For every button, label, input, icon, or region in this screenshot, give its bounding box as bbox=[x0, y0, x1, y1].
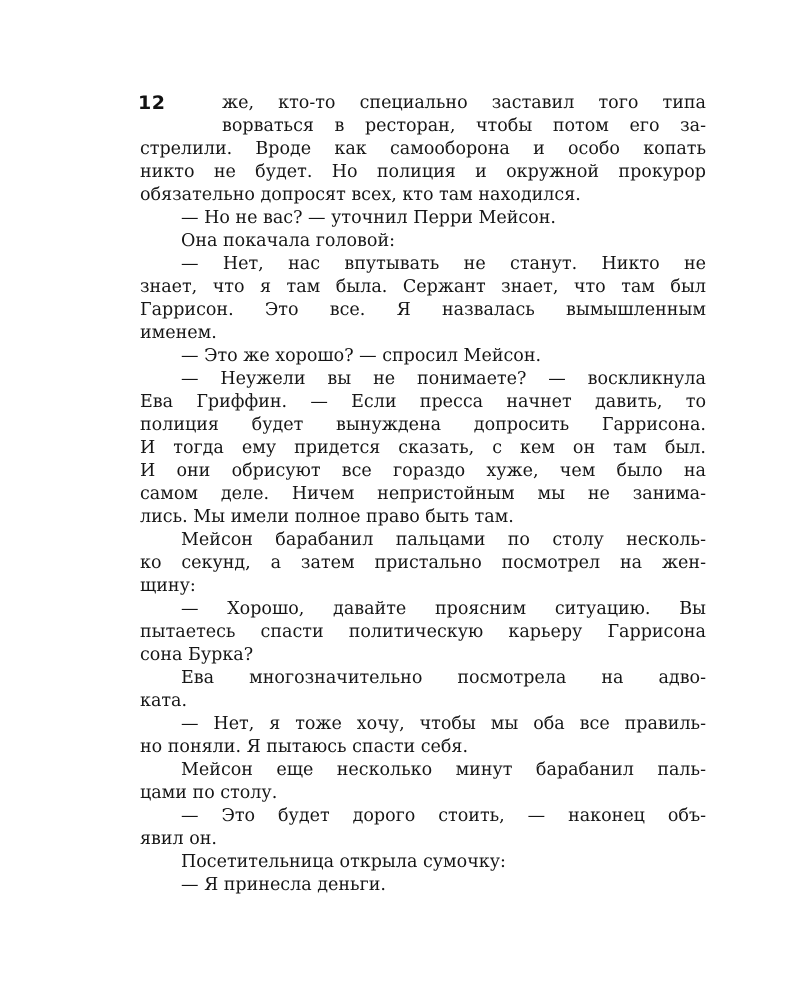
text-line: именем. bbox=[140, 323, 217, 343]
text-line: полиция будет вынуждена допросить Гаррисона. bbox=[140, 415, 706, 435]
text-line: ворваться в ресторан, чтобы потом его за- bbox=[222, 116, 706, 136]
text-line: же, кто-то специально заставил того типа bbox=[222, 93, 706, 113]
text-line: — Это же хорошо? — спросил Мейсон. bbox=[181, 346, 542, 366]
text-line: но поняли. Я пытаюсь спасти себя. bbox=[140, 737, 469, 757]
text-line: Гаррисон. Это все. Я назвалась вымышленным bbox=[140, 300, 706, 320]
text-line: Посетительница открыла сумочку: bbox=[181, 852, 506, 872]
text-line: Ева Гриффин. — Если пресса начнет давить, то bbox=[140, 392, 706, 412]
text-line: — Я принесла деньги. bbox=[181, 875, 386, 895]
text-line: пытаетесь спасти политическую карьеру Гаррисона bbox=[140, 622, 706, 642]
page-number: 12 bbox=[138, 92, 166, 114]
text-line: ко секунд, а затем пристально посмотрел на жен- bbox=[140, 553, 706, 573]
text-line: знает, что я там была. Сержант знает, что там был bbox=[140, 277, 706, 297]
text-line: И они обрисуют все гораздо хуже, чем было на bbox=[140, 461, 706, 481]
text-line: щину: bbox=[140, 576, 196, 596]
text-line: Ева многозначительно посмотрела на адво- bbox=[181, 668, 706, 688]
text-line: никто не будет. Но полиция и окружной прокурор bbox=[140, 162, 706, 182]
text-line: — Но не вас? — уточнил Перри Мейсон. bbox=[181, 208, 556, 228]
text-line: — Неужели вы не понимаете? — воскликнула bbox=[181, 369, 706, 389]
text-line: — Нет, нас впутывать не станут. Никто не bbox=[181, 254, 706, 274]
text-line: стрелили. Вроде как самооборона и особо копать bbox=[140, 139, 706, 159]
text-line: И тогда ему придется сказать, с кем он там был. bbox=[140, 438, 706, 458]
text-line: Она покачала головой: bbox=[181, 231, 395, 251]
text-line: ката. bbox=[140, 691, 188, 711]
text-line: самом деле. Ничем непристойным мы не занима- bbox=[140, 484, 706, 504]
text-line: обязательно допросят всех, кто там находился. bbox=[140, 185, 581, 205]
text-line: — Это будет дорого стоить, — наконец объ- bbox=[181, 806, 706, 826]
text-line: явил он. bbox=[140, 829, 217, 849]
text-line: — Нет, я тоже хочу, чтобы мы оба все правиль- bbox=[181, 714, 706, 734]
text-line: сона Бурка? bbox=[140, 645, 254, 665]
text-line: цами по столу. bbox=[140, 783, 278, 803]
text-line: лись. Мы имели полное право быть там. bbox=[140, 507, 514, 527]
text-line: — Хорошо, давайте проясним ситуацию. Вы bbox=[181, 599, 706, 619]
text-line: Мейсон барабанил пальцами по столу несколь- bbox=[181, 530, 706, 550]
text-line: Мейсон еще несколько минут барабанил паль- bbox=[181, 760, 706, 780]
